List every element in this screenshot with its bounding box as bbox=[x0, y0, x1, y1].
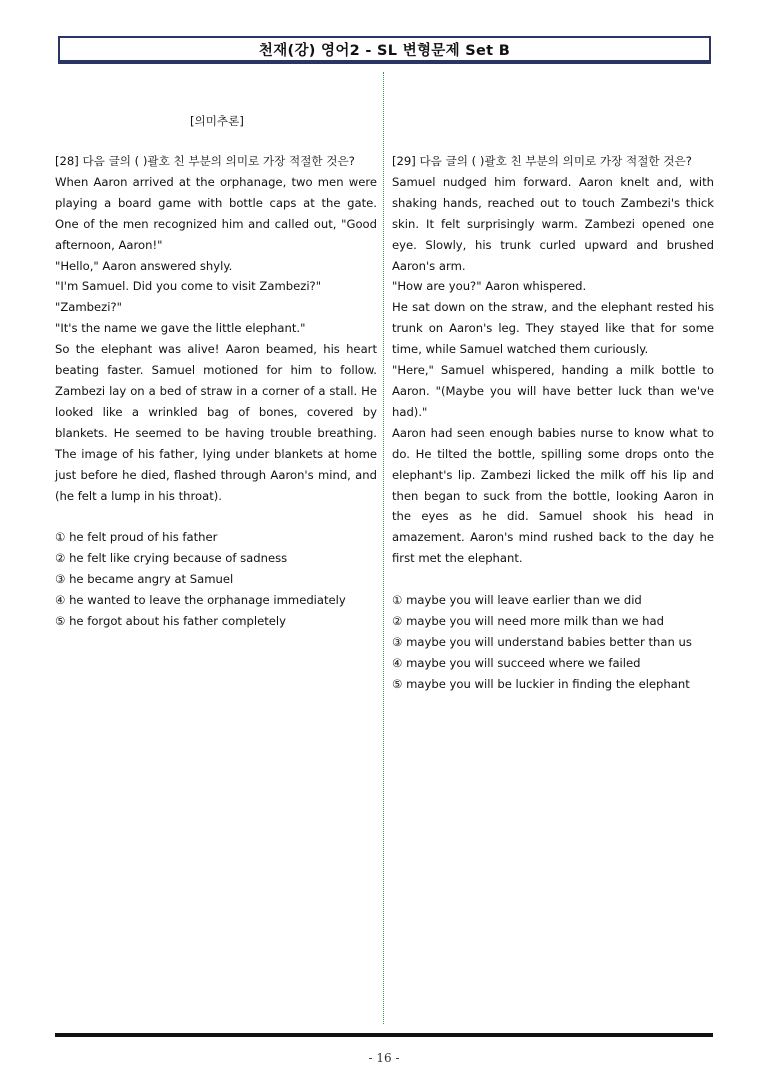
answer-option[interactable]: ① he felt proud of his father bbox=[55, 530, 218, 545]
page-number: - 16 - bbox=[368, 1051, 400, 1065]
passage-paragraph: "I'm Samuel. Did you come to visit Zambezi?" bbox=[55, 279, 322, 294]
left-column bbox=[55, 151, 377, 632]
question-28-heading: [28] 다음 글의 ( )괄호 친 부분의 의미로 가장 적절한 것은? bbox=[55, 154, 355, 168]
page-title: 천재(강) 영어2 - SL 변형문제 Set B bbox=[258, 42, 511, 59]
passage-paragraph: "Here," Samuel whispered, handing a milk bottle to Aaron. "(Maybe you will have better luck than we've had)." bbox=[392, 363, 714, 419]
question-category: [의미추론] bbox=[190, 114, 244, 128]
passage-paragraph: Samuel nudged him forward. Aaron knelt and, with shaking hands, reached out to touch Zambezi's thick skin. It felt surprisingly warm. Zambezi opened one eye. Slowly, his trunk curled upward and brushed Aaron's arm. bbox=[392, 174, 714, 273]
footer-rule bbox=[55, 1033, 713, 1037]
passage-paragraph: "How are you?" Aaron whispered. bbox=[392, 279, 587, 294]
question-29-options bbox=[392, 590, 714, 695]
passage-paragraph: So the elephant was alive! Aaron beamed, his heart beating faster. Samuel motioned for him to follow. Zambezi lay on a bed of straw in a corner of a stall. He looked like a wrinkled bag of bones, covered by blankets. He seemed to be having trouble breathing. The image of his father, lying under blankets at home just before he died, flashed through Aaron's mind, and (he felt a lump in his throat). bbox=[55, 342, 377, 503]
question-28-passage bbox=[55, 172, 377, 507]
passage-paragraph: When Aaron arrived at the orphanage, two men were playing a board game with bottle caps at the gate. One of the men recognized him and called out, "Good afternoon, Aaron!" bbox=[55, 174, 377, 252]
answer-option[interactable]: ③ maybe you will understand babies better than us bbox=[392, 634, 692, 649]
passage-paragraph: "Zambezi?" bbox=[55, 300, 122, 315]
answer-option[interactable]: ② he felt like crying because of sadness bbox=[55, 551, 288, 566]
passage-paragraph: Aaron had seen enough babies nurse to know what to do. He tilted the bottle, spilling some drops onto the elephant's lip. Zambezi licked the milk off his lip and then began to suck from the bottle, looking Aaron in the eyes as he did. Samuel shook his head in amazement. Aaron's mind rushed back to the day he first met the elephant. bbox=[392, 425, 714, 566]
answer-option[interactable]: ③ he became angry at Samuel bbox=[55, 572, 234, 587]
passage-paragraph: He sat down on the straw, and the elephant rested his trunk on Aaron's leg. They stayed like that for some time, while Samuel watched them curiously. bbox=[392, 300, 714, 357]
passage-paragraph: "It's the name we gave the little elephant." bbox=[55, 321, 306, 336]
question-28-options bbox=[55, 527, 377, 632]
answer-option[interactable]: ④ he wanted to leave the orphanage immediately bbox=[55, 593, 346, 608]
answer-option[interactable]: ① maybe you will leave earlier than we did bbox=[392, 593, 642, 608]
answer-option[interactable]: ④ maybe you will succeed where we failed bbox=[392, 655, 641, 670]
question-29-heading: [29] 다음 글의 ( )괄호 친 부분의 의미로 가장 적절한 것은? bbox=[392, 154, 692, 168]
answer-option[interactable]: ⑤ maybe you will be luckier in finding the elephant bbox=[392, 676, 690, 691]
column-divider bbox=[383, 72, 384, 1024]
question-29-passage bbox=[392, 172, 714, 569]
right-column bbox=[392, 151, 714, 695]
answer-option[interactable]: ② maybe you will need more milk than we had bbox=[392, 613, 664, 628]
answer-option[interactable]: ⑤ he forgot about his father completely bbox=[55, 613, 286, 628]
page-header bbox=[58, 36, 711, 64]
passage-paragraph: "Hello," Aaron answered shyly. bbox=[55, 258, 233, 273]
